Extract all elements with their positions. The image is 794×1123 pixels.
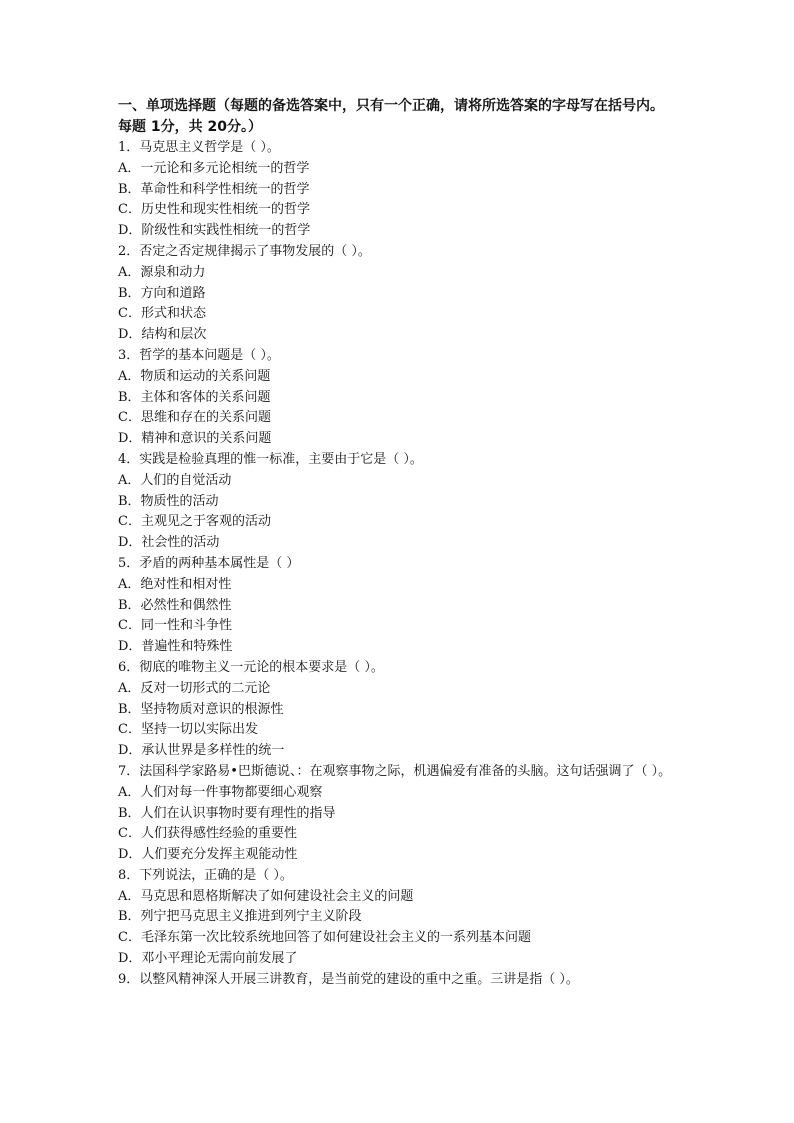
answer-option: A．一元论和多元论相统一的哲学 [118, 160, 310, 176]
answer-option: B．方向和道路 [118, 285, 206, 301]
question-stem: 2．否定之否定规律揭示了事物发展的（ ）。 [118, 243, 371, 259]
question-stem: 3．哲学的基本问题是（ ）。 [118, 347, 280, 363]
answer-option: D．人们要充分发挥主观能动性 [118, 847, 298, 863]
answer-option: C．人们获得感性经验的重要性 [118, 826, 297, 842]
answer-option: C．毛泽东第一次比较系统地回答了如何建设社会主义的一系列基本问题 [118, 930, 531, 946]
answer-option: D．邓小平理论无需向前发展了 [118, 951, 298, 967]
question-stem: 9．以整风精神深人开展三讲教育，是当前党的建设的重中之重。三讲是指（ ）。 [118, 971, 579, 987]
answer-option: A．人们对每一件事物都要细心观察 [118, 784, 323, 800]
question-stem: 1．马克思主义哲学是（ ）。 [118, 140, 280, 155]
exam-page [118, 96, 678, 991]
answer-option: A．源泉和动力 [118, 264, 206, 280]
answer-option: B．必然性和偶然性 [118, 597, 232, 613]
answer-option: C．同一性和斗争性 [118, 618, 232, 634]
question-stem: 5．矛盾的两种基本属性是（ ） [118, 555, 300, 571]
answer-option: D．普遍性和特殊性 [118, 639, 233, 655]
section-heading-scoring: 每题 1分，共 20分。） [118, 119, 262, 135]
answer-option: A．物质和运动的关系问题 [118, 368, 271, 384]
answer-option: D．精神和意识的关系问题 [118, 431, 272, 447]
question-stem: 8．下列说法，正确的是（ ）。 [118, 867, 293, 883]
answer-option: D．结构和层次 [118, 327, 207, 343]
question-stem: 4．实践是检验真理的惟一标准，主要由于它是（ ）。 [118, 451, 423, 467]
answer-option: B．物质性的活动 [118, 493, 219, 509]
answer-option: A．反对一切形式的二元论 [118, 680, 271, 696]
answer-option: A．马克思和恩格斯解决了如何建设社会主义的问题 [118, 888, 414, 904]
answer-option: B．人们在认识事物时要有理性的指导 [118, 805, 336, 821]
question-stem: 7．法国科学家路易•巴斯德说、：在观察事物之际，机遇偏爱有准备的头脑。这句话强调了（ ）。 [118, 763, 672, 779]
answer-option: C．主观见之于客观的活动 [118, 514, 271, 530]
answer-option: D．承认世界是多样性的统一 [118, 743, 285, 759]
answer-option: D．阶级性和实践性相统一的哲学 [118, 223, 311, 239]
answer-option: C．形式和状态 [118, 306, 206, 322]
answer-option: C．坚持一切以实际出发 [118, 722, 258, 738]
answer-option: A．绝对性和相对性 [118, 576, 232, 592]
answer-option: B．坚持物质对意识的根源性 [118, 701, 284, 717]
section-heading: 一、单项选择题（每题的备选答案中，只有一个正确，请将所选答案的字母写在括号内。 [118, 98, 664, 114]
answer-option: B．革命性和科学性相统一的哲学 [118, 181, 310, 197]
question-stem: 6．彻底的唯物主义一元论的根本要求是（ ）。 [118, 659, 384, 675]
answer-option: C．历史性和现实性相统一的哲学 [118, 202, 310, 218]
answer-option: B．列宁把马克思主义推进到列宁主义阶段 [118, 909, 362, 925]
answer-option: D．社会性的活动 [118, 535, 220, 551]
answer-option: B．主体和客体的关系问题 [118, 389, 271, 405]
answer-option: C．思维和存在的关系问题 [118, 410, 271, 426]
answer-option: A．人们的自觉活动 [118, 472, 232, 488]
